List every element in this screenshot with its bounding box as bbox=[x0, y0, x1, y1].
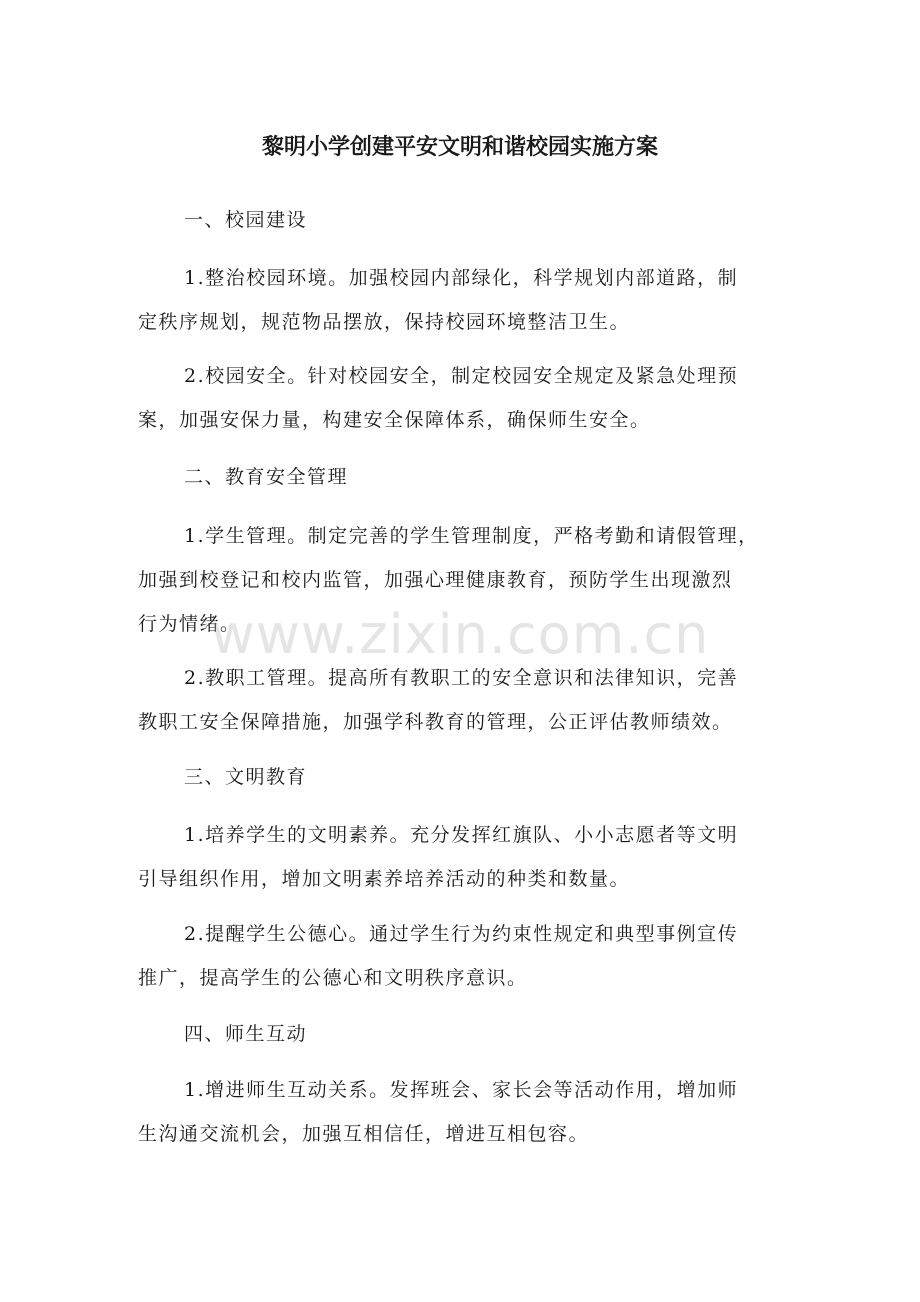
paragraph-line: 行为情绪。 bbox=[138, 613, 241, 635]
paragraph-line: 2.校园安全。针对校园安全，制定校园安全规定及紧急处理预 bbox=[184, 365, 739, 387]
paragraph-line: 引导组织作用，增加文明素养培养活动的种类和数量。 bbox=[138, 868, 631, 890]
paragraph-line: 1.学生管理。制定完善的学生管理制度，严格考勤和请假管理， bbox=[184, 525, 759, 547]
watermark: www.zixin.com.cn bbox=[210, 603, 710, 666]
paragraph-line: 1.培养学生的文明素养。充分发挥红旗队、小小志愿者等文明 bbox=[184, 824, 739, 846]
paragraph-3-1 bbox=[138, 813, 778, 901]
section-heading-1: 一、校园建设 bbox=[184, 209, 308, 231]
paragraph-line: 1.整治校园环境。加强校园内部绿化，科学规划内部道路，制 bbox=[184, 267, 739, 289]
paragraph-line: 教职工安全保障措施，加强学科教育的管理，公正评估教师绩效。 bbox=[138, 711, 733, 733]
paragraph-line: 1.增进师生互动关系。发挥班会、家长会等活动作用，增加师 bbox=[184, 1079, 739, 1101]
paragraph-2-2 bbox=[138, 656, 778, 744]
paragraph-line: 2.提醒学生公德心。通过学生行为约束性规定和典型事例宣传 bbox=[184, 923, 739, 945]
section-heading-4: 四、师生互动 bbox=[184, 1023, 308, 1045]
section-heading-3: 三、文明教育 bbox=[184, 766, 308, 788]
paragraph-1-1 bbox=[138, 256, 778, 344]
paragraph-line: 定秩序规划，规范物品摆放，保持校园环境整洁卫生。 bbox=[138, 311, 631, 333]
paragraph-1-2 bbox=[138, 354, 778, 442]
paragraph-line: 推广，提高学生的公德心和文明秩序意识。 bbox=[138, 967, 528, 989]
paragraph-2-1 bbox=[138, 514, 778, 646]
paragraph-line: 生沟通交流机会，加强互相信任，增进互相包容。 bbox=[138, 1123, 590, 1145]
section-heading-2: 二、教育安全管理 bbox=[184, 466, 349, 488]
paragraph-line: 2.教职工管理。提高所有教职工的安全意识和法律知识，完善 bbox=[184, 667, 739, 689]
paragraph-line: 加强到校登记和校内监管，加强心理健康教育，预防学生出现激烈 bbox=[138, 569, 733, 591]
paragraph-3-2 bbox=[138, 912, 778, 1000]
paragraph-4-1 bbox=[138, 1068, 778, 1156]
document-title: 黎明小学创建平安文明和谐校园实施方案 bbox=[261, 135, 658, 160]
paragraph-line: 案，加强安保力量，构建安全保障体系，确保师生安全。 bbox=[138, 409, 651, 431]
